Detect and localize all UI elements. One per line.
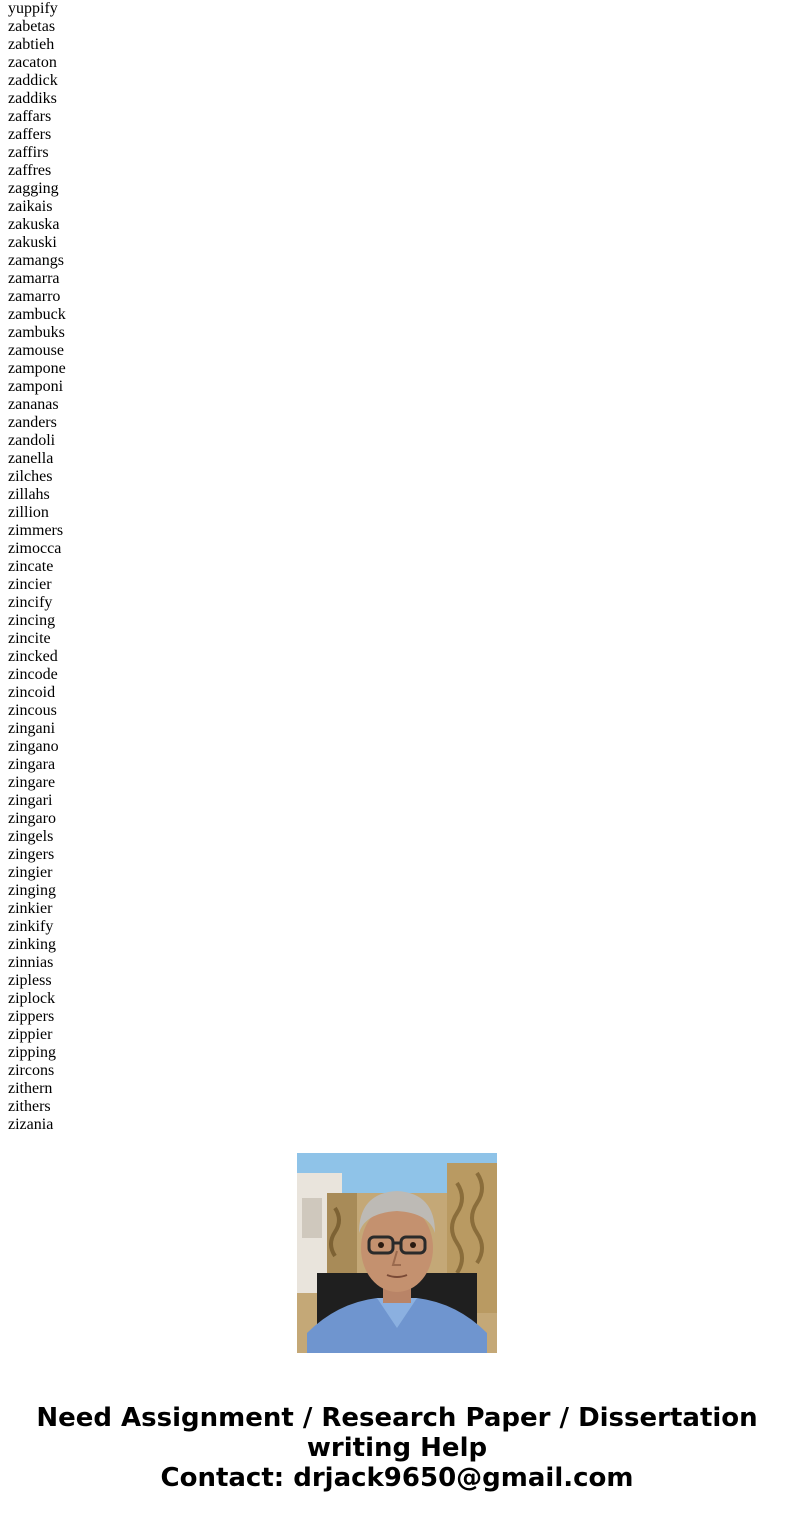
- word-list-item: zanders: [8, 414, 57, 431]
- word-list-item: zippers: [8, 1008, 55, 1025]
- word-list-item: zagging: [8, 180, 59, 197]
- word-list-item: zingara: [8, 756, 56, 773]
- word-list-item: zampone: [8, 360, 66, 377]
- word-list-item: zingani: [8, 720, 56, 737]
- word-list-item: zamarro: [8, 288, 61, 305]
- word-list-item: zilches: [8, 468, 53, 485]
- word-list-item: zamouse: [8, 342, 64, 359]
- word-list-item: zithern: [8, 1080, 53, 1097]
- word-list-item: zingari: [8, 792, 53, 809]
- word-list-item: zincous: [8, 702, 57, 719]
- word-list-item: zincked: [8, 648, 58, 665]
- word-list-item: zabetas: [8, 18, 56, 35]
- word-list-item: zaikais: [8, 198, 53, 215]
- word-list-item: zinnias: [8, 954, 54, 971]
- word-list-item: zincode: [8, 666, 58, 683]
- word-list-item: zambuck: [8, 306, 66, 323]
- word-list-item: zananas: [8, 396, 59, 413]
- word-list-item: zambuks: [8, 324, 65, 341]
- word-list-item: zillahs: [8, 486, 50, 503]
- word-list-item: zinkify: [8, 918, 54, 935]
- banner-line-1: Need Assignment / Research Paper / Dissertation: [36, 1403, 758, 1433]
- word-list-item: zingels: [8, 828, 54, 845]
- word-list-item: zingaro: [8, 810, 56, 827]
- word-list-item: zizania: [8, 1116, 54, 1133]
- word-list-item: zippier: [8, 1026, 53, 1043]
- word-list-item: ziplock: [8, 990, 56, 1007]
- word-list-item: zaddick: [8, 72, 58, 89]
- word-list-item: zillion: [8, 504, 49, 521]
- word-list-item: yuppify: [8, 0, 58, 17]
- word-list-item: zingare: [8, 774, 56, 791]
- word-list-item: zanella: [8, 450, 54, 467]
- word-list: [8, 0, 308, 1133]
- word-list-item: zingers: [8, 846, 55, 863]
- word-list-item: zamponi: [8, 378, 64, 395]
- word-list-item: zaffres: [8, 162, 52, 179]
- word-list-item: zakuska: [8, 216, 60, 233]
- word-list-item: zinkier: [8, 900, 53, 917]
- word-list-item: zamangs: [8, 252, 64, 269]
- word-list-item: zacaton: [8, 54, 57, 71]
- author-photo-icon: [297, 1153, 497, 1353]
- word-list-item: zandoli: [8, 432, 56, 449]
- word-list-item: zakuski: [8, 234, 57, 251]
- word-list-item: zimmers: [8, 522, 64, 539]
- word-list-item: zingier: [8, 864, 53, 881]
- contact-banner: [0, 1403, 794, 1493]
- word-list-item: zipping: [8, 1044, 56, 1061]
- word-list-item: zinking: [8, 936, 56, 953]
- word-list-item: zincoid: [8, 684, 56, 701]
- word-list-item: zinging: [8, 882, 56, 899]
- word-list-item: zingano: [8, 738, 59, 755]
- word-list-item: zincite: [8, 630, 51, 647]
- author-avatar: [297, 1153, 497, 1353]
- word-list-item: zincify: [8, 594, 53, 611]
- word-list-item: zamarra: [8, 270, 60, 287]
- word-list-item: zaffirs: [8, 144, 49, 161]
- word-list-item: zaddiks: [8, 90, 57, 107]
- word-list-item: zincier: [8, 576, 52, 593]
- word-list-item: zaffers: [8, 126, 52, 143]
- word-list-item: zimocca: [8, 540, 62, 557]
- banner-contact-line: Contact: drjack9650@gmail.com: [160, 1463, 634, 1493]
- word-list-item: zaffars: [8, 108, 52, 125]
- word-list-item: zircons: [8, 1062, 55, 1079]
- word-list-item: zithers: [8, 1098, 51, 1115]
- word-list-item: zabtieh: [8, 36, 55, 53]
- word-list-item: zincing: [8, 612, 56, 629]
- word-list-item: zipless: [8, 972, 52, 989]
- banner-line-2: writing Help: [306, 1433, 488, 1463]
- word-list-item: zincate: [8, 558, 54, 575]
